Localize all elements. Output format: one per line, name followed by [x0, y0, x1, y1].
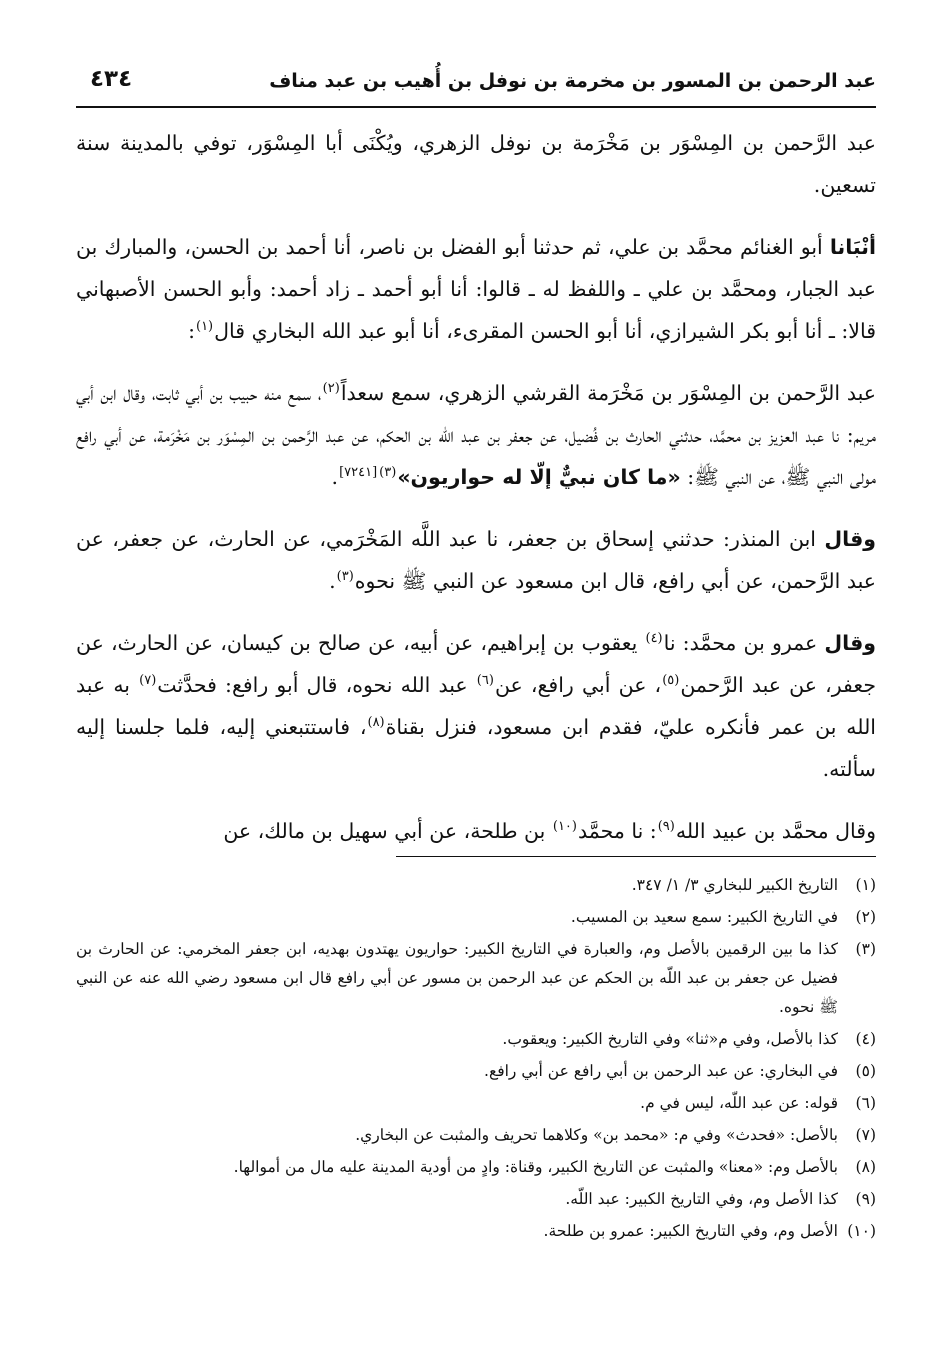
paragraph — [76, 226, 876, 352]
text-run: ابن المنذر: حدثني إسحاق بن جعفر، نا عبد اللَّه المَخْرَمي، عن الحارث، عن جعفر، عن عبد الرَّحمن، عن أبي رافع، قال ابن مسعود عن النبي ﷺ نحوه — [76, 527, 876, 593]
footnote-text: التاريخ الكبير للبخاري ٣/ ١/ ٣٤٧. — [631, 876, 838, 894]
footnote-number: (٦) — [855, 1094, 876, 1112]
paragraph — [76, 372, 876, 498]
footnote-text: كذا ما بين الرقمين بالأصل وم، والعبارة في التاريخ الكبير: حواريون يهتدون بهديه، ابن جعفر المخرمي: عن الحارث بن فضيل عن جعفر بن عبد اللّه بن الحكم عن عبد الرحمن بن مسور عن أبي رافع قال ابن مسعود رضي الله عنه عن النبي ﷺ نحوه. — [76, 940, 838, 1016]
footnote-reference: (٨) — [367, 715, 385, 731]
footnote-text: الأصل وم، وفي التاريخ الكبير: عمرو بن طلحة. — [543, 1222, 838, 1240]
text-run: عبد الله نحوه، قال أبو رافع: فحدَّثت — [157, 673, 476, 697]
footnote-reference: [٧٢٤١] — [339, 465, 378, 481]
footnote-text: في التاريخ الكبير: سمع سعيد بن المسيب. — [570, 908, 838, 926]
footnote — [76, 1153, 876, 1182]
footnote-reference: (٩) — [657, 819, 675, 835]
text-run: . — [329, 569, 336, 593]
footnote-number: (٧) — [855, 1126, 876, 1144]
book-page — [76, 62, 876, 1249]
footnote-reference: (١) — [195, 319, 214, 335]
text-run: : نا محمَّد — [578, 819, 657, 843]
footnote — [76, 1121, 876, 1150]
footnote-reference: (٣) — [336, 569, 354, 585]
text-run: ، فاستتبعني إليه، فلما جلسنا إليه سألته. — [76, 715, 876, 781]
lead-word: أنْبَانا — [829, 235, 876, 259]
footnote-number: (١) — [855, 876, 876, 894]
footnote-reference: (٣) — [379, 465, 397, 481]
page-number: ٤٣٤ — [90, 66, 133, 92]
footnotes-list — [76, 871, 876, 1246]
footnote — [76, 903, 876, 932]
footnote-text: بالأصل: «فحدث» وفي م: «محمد بن» وكلاهما تحريف والمثبت عن البخاري. — [355, 1126, 838, 1144]
paragraph — [76, 122, 876, 206]
footnote-text: كذا الأصل وم، وفي التاريخ الكبير: عبد اللّه. — [565, 1190, 838, 1208]
footnote — [76, 1057, 876, 1086]
footnote — [76, 1217, 876, 1246]
footnote-reference: (٧) — [139, 673, 157, 689]
footnote-number: (٨) — [855, 1158, 876, 1176]
footnote-number: (٢) — [855, 908, 876, 926]
footnote-divider — [396, 856, 876, 857]
footnote-text: قوله: عن عبد اللّه، ليس في م. — [640, 1094, 838, 1112]
hadith-quote: «ما كان نبيٌّ إلّا له حواريون» — [397, 465, 681, 489]
paragraph — [76, 518, 876, 602]
footnote — [76, 871, 876, 900]
footnote-reference: (٢) — [322, 381, 340, 397]
footnote-reference: (٦) — [476, 673, 494, 689]
footnote — [76, 935, 876, 1022]
text-run: عبد الرَّحمن بن المِسْوَر بن مَخْرَمة القرشي الزهري، سمع سعداً — [340, 381, 876, 405]
footnote-text: بالأصل وم: «معنا» والمثبت عن التاريخ الكبير، وقناة: وادٍ من أودية المدينة عليه مال من أموالها. — [233, 1158, 838, 1176]
footnote-number: (٩) — [855, 1190, 876, 1208]
paragraph — [76, 622, 876, 790]
text-run: أبو الغنائم محمَّد بن علي، ثم حدثنا أبو الفضل بن ناصر، أنا أحمد بن الحسن، والمبارك بن عبد الجبار، ومحمَّد بن علي ـ واللفظ له ـ قالوا: أنا أبو أحمد ـ زاد أحمد: وأبو الحسن الأصبهاني قالا: ـ أنا أبو بكر الشيرازي، أنا أبو الحسن المقرىء، أنا أبو عبد الله البخاري قال — [76, 235, 876, 343]
text-run: . — [331, 465, 339, 489]
footnote-number: (٣) — [855, 940, 876, 958]
text-run: : — [188, 319, 195, 343]
lead-word: وقال — [824, 631, 876, 655]
header-title: عبد الرحمن بن المسور بن مخرمة بن نوفل بن أُهيب بن عبد مناف — [269, 70, 876, 92]
footnote-reference: (١٠) — [552, 819, 577, 835]
text-run: وقال محمَّد بن عبيد الله — [675, 819, 876, 843]
main-text — [76, 122, 876, 852]
text-run: بن طلحة، عن أبي سهيل بن مالك، عن — [223, 819, 552, 843]
footnote — [76, 1185, 876, 1214]
text-run: عبد الرَّحمن بن المِسْوَر بن مَخْرَمة بن نوفل الزهري، ويُكْنَى أبا المِسْوَر، توفي بالمدينة سنة تسعين. — [76, 131, 876, 197]
text-run: ، سمع منه حبيب بن أبي ثابت، وقال ابن أبي مريم: نا عبد العزيز بن محمَّد، حدثني الحارث بن فُضيل، عن جعفر بن عبد الله بن الحكم، عن عبد الرَّحمن بن المِسْوَر بن مَخْرَمة، عن أبي رافع مولى النبي ﷺ، عن النبي ﷺ: — [76, 381, 876, 489]
footnote-number: (٤) — [855, 1030, 876, 1048]
footnote-number: (١٠) — [847, 1222, 876, 1240]
footnote-number: (٥) — [855, 1062, 876, 1080]
footnote-reference: (٥) — [662, 673, 680, 689]
text-run: عمرو بن محمَّد: نا — [663, 631, 825, 655]
paragraph — [76, 810, 876, 852]
footnote-text: كذا بالأصل، وفي م«ثنا» وفي التاريخ الكبير: ويعقوب. — [502, 1030, 838, 1048]
footnote-text: في البخاري: عن عبد الرحمن بن أبي رافع عن أبي رافع. — [484, 1062, 838, 1080]
running-header — [76, 62, 876, 108]
text-run: به عبد الله بن عمر فأنكره عليّ، فقدم ابن مسعود، فنزل بقناة — [76, 673, 877, 739]
text-run: ، عن أبي رافع، عن — [494, 673, 662, 697]
text-run: يعقوب بن إبراهيم، عن أبيه، عن صالح بن كيسان، عن الحارث، عن جعفر، عن عبد الرَّحمن — [76, 631, 876, 697]
footnote — [76, 1089, 876, 1118]
footnote — [76, 1025, 876, 1054]
lead-word: وقال — [824, 527, 876, 551]
footnote-reference: (٤) — [645, 631, 663, 647]
